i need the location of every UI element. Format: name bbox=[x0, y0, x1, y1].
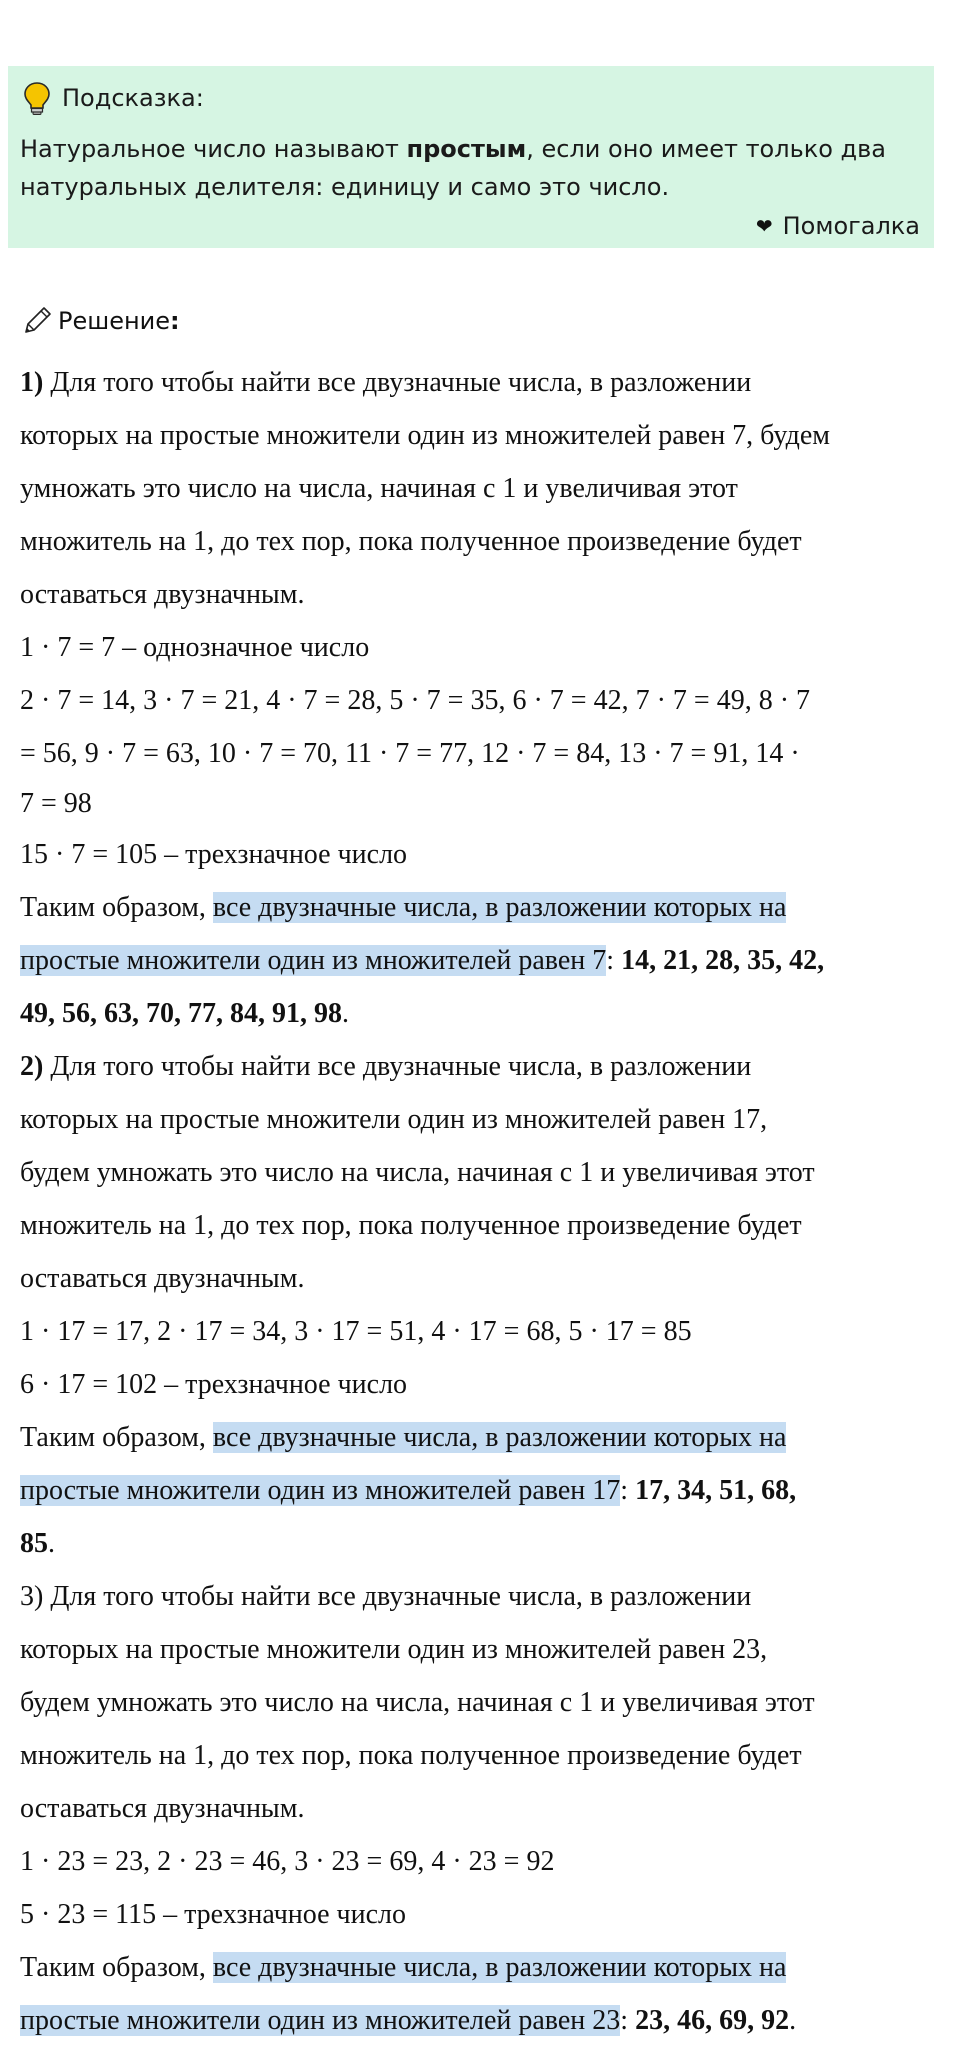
calc-line: 15 · 7 = 105 – трехзначное число bbox=[20, 839, 408, 870]
part-number: 1) bbox=[20, 367, 44, 398]
calc-line: 1 · 7 = 7 – однозначное число bbox=[20, 632, 370, 663]
highlight: все двузначные числа, в разложении которых на bbox=[212, 1422, 787, 1453]
text-line: 2) Для того чтобы найти все двузначные числа, в разложении bbox=[20, 1051, 752, 1082]
hint-header bbox=[20, 76, 922, 120]
highlight: все двузначные числа, в разложении которых на bbox=[212, 892, 787, 923]
hint-term: простым bbox=[406, 135, 527, 163]
text-line: 3) Для того чтобы найти все двузначные числа, в разложении bbox=[20, 1581, 752, 1612]
heart-icon: ❤ bbox=[755, 214, 773, 238]
text-line: оставаться двузначным. bbox=[20, 1263, 305, 1294]
calc-line: 7 = 98 bbox=[20, 788, 92, 819]
text-line: которых на простые множители один из множителей равен 17, bbox=[20, 1104, 768, 1135]
highlight: все двузначные числа, в разложении которых на bbox=[212, 1952, 787, 1983]
calc-line: 2 · 7 = 14, 3 · 7 = 21, 4 · 7 = 28, 5 · 7 = 35, 6 · 7 = 42, 7 · 7 = 49, 8 · 7 bbox=[20, 685, 811, 716]
text-line: 1) Для того чтобы найти все двузначные числа, в разложении bbox=[20, 367, 752, 398]
calc-line: 6 · 17 = 102 – трехзначное число bbox=[20, 1369, 408, 1400]
calc-line: = 56, 9 · 7 = 63, 10 · 7 = 70, 11 · 7 = 77, 12 · 7 = 84, 13 · 7 = 91, 14 · bbox=[20, 738, 800, 769]
hint-source bbox=[756, 212, 920, 240]
part-number: 2) bbox=[20, 1051, 44, 1082]
answer: 14, 21, 28, 35, 42, bbox=[621, 945, 825, 976]
text-line: которых на простые множители один из множителей равен 23, bbox=[20, 1634, 768, 1665]
answer: 85 bbox=[20, 1528, 48, 1559]
answer: 49, 56, 63, 70, 77, 84, 91, 98 bbox=[20, 998, 342, 1029]
result-line: простые множители один из множителей равен 23: 23, 46, 69, 92. bbox=[20, 2005, 797, 2036]
highlight: простые множители один из множителей равен 7 bbox=[20, 945, 607, 976]
result-line: простые множители один из множителей равен 17: 17, 34, 51, 68, bbox=[20, 1475, 797, 1506]
result-line: Таким образом, все двузначные числа, в разложении которых на bbox=[20, 1422, 787, 1453]
result-line: Таким образом, все двузначные числа, в разложении которых на bbox=[20, 892, 787, 923]
hint-source-label: Помогалка bbox=[782, 212, 920, 240]
text-line: оставаться двузначным. bbox=[20, 579, 305, 610]
answer: 17, 34, 51, 68, bbox=[635, 1475, 797, 1506]
text-line: оставаться двузначным. bbox=[20, 1793, 305, 1824]
calc-line: 1 · 17 = 17, 2 · 17 = 34, 3 · 17 = 51, 4 · 17 = 68, 5 · 17 = 85 bbox=[20, 1316, 692, 1347]
result-line: 49, 56, 63, 70, 77, 84, 91, 98. bbox=[20, 998, 349, 1029]
pencil-icon bbox=[20, 304, 54, 338]
result-line: Таким образом, все двузначные числа, в разложении которых на bbox=[20, 1952, 787, 1983]
text-line: будем умножать это число на числа, начиная с 1 и увеличивая этот bbox=[20, 1157, 815, 1188]
solution-title: Решение bbox=[58, 307, 171, 335]
text-line: множитель на 1, до тех пор, пока полученное произведение будет bbox=[20, 1210, 802, 1241]
lightbulb-icon bbox=[20, 80, 54, 116]
hint-text: Натуральное число называют простым, если оно имеет только два натуральных делителя: единицу и само это число. bbox=[20, 135, 886, 201]
answer: 23, 46, 69, 92 bbox=[635, 2005, 790, 2036]
result-line: 85. bbox=[20, 1528, 55, 1559]
text-line: которых на простые множители один из множителей равен 7, будем bbox=[20, 420, 830, 451]
highlight: простые множители один из множителей равен 23 bbox=[20, 2005, 621, 2036]
text-line: умножать это число на числа, начиная с 1 и увеличивая этот bbox=[20, 473, 738, 504]
result-line: простые множители один из множителей равен 7: 14, 21, 28, 35, 42, bbox=[20, 945, 825, 976]
calc-line: 1 · 23 = 23, 2 · 23 = 46, 3 · 23 = 69, 4 · 23 = 92 bbox=[20, 1846, 555, 1877]
solution-content bbox=[20, 356, 925, 2047]
calc-line: 5 · 23 = 115 – трехзначное число bbox=[20, 1899, 406, 1930]
text-line: множитель на 1, до тех пор, пока полученное произведение будет bbox=[20, 526, 802, 557]
hint-box bbox=[8, 66, 934, 248]
hint-title: Подсказка: bbox=[62, 84, 204, 112]
text-line: будем умножать это число на числа, начиная с 1 и увеличивая этот bbox=[20, 1687, 815, 1718]
solution-header: Решение : bbox=[20, 304, 180, 338]
text-line: множитель на 1, до тех пор, пока полученное произведение будет bbox=[20, 1740, 802, 1771]
highlight: простые множители один из множителей равен 17 bbox=[20, 1475, 621, 1506]
